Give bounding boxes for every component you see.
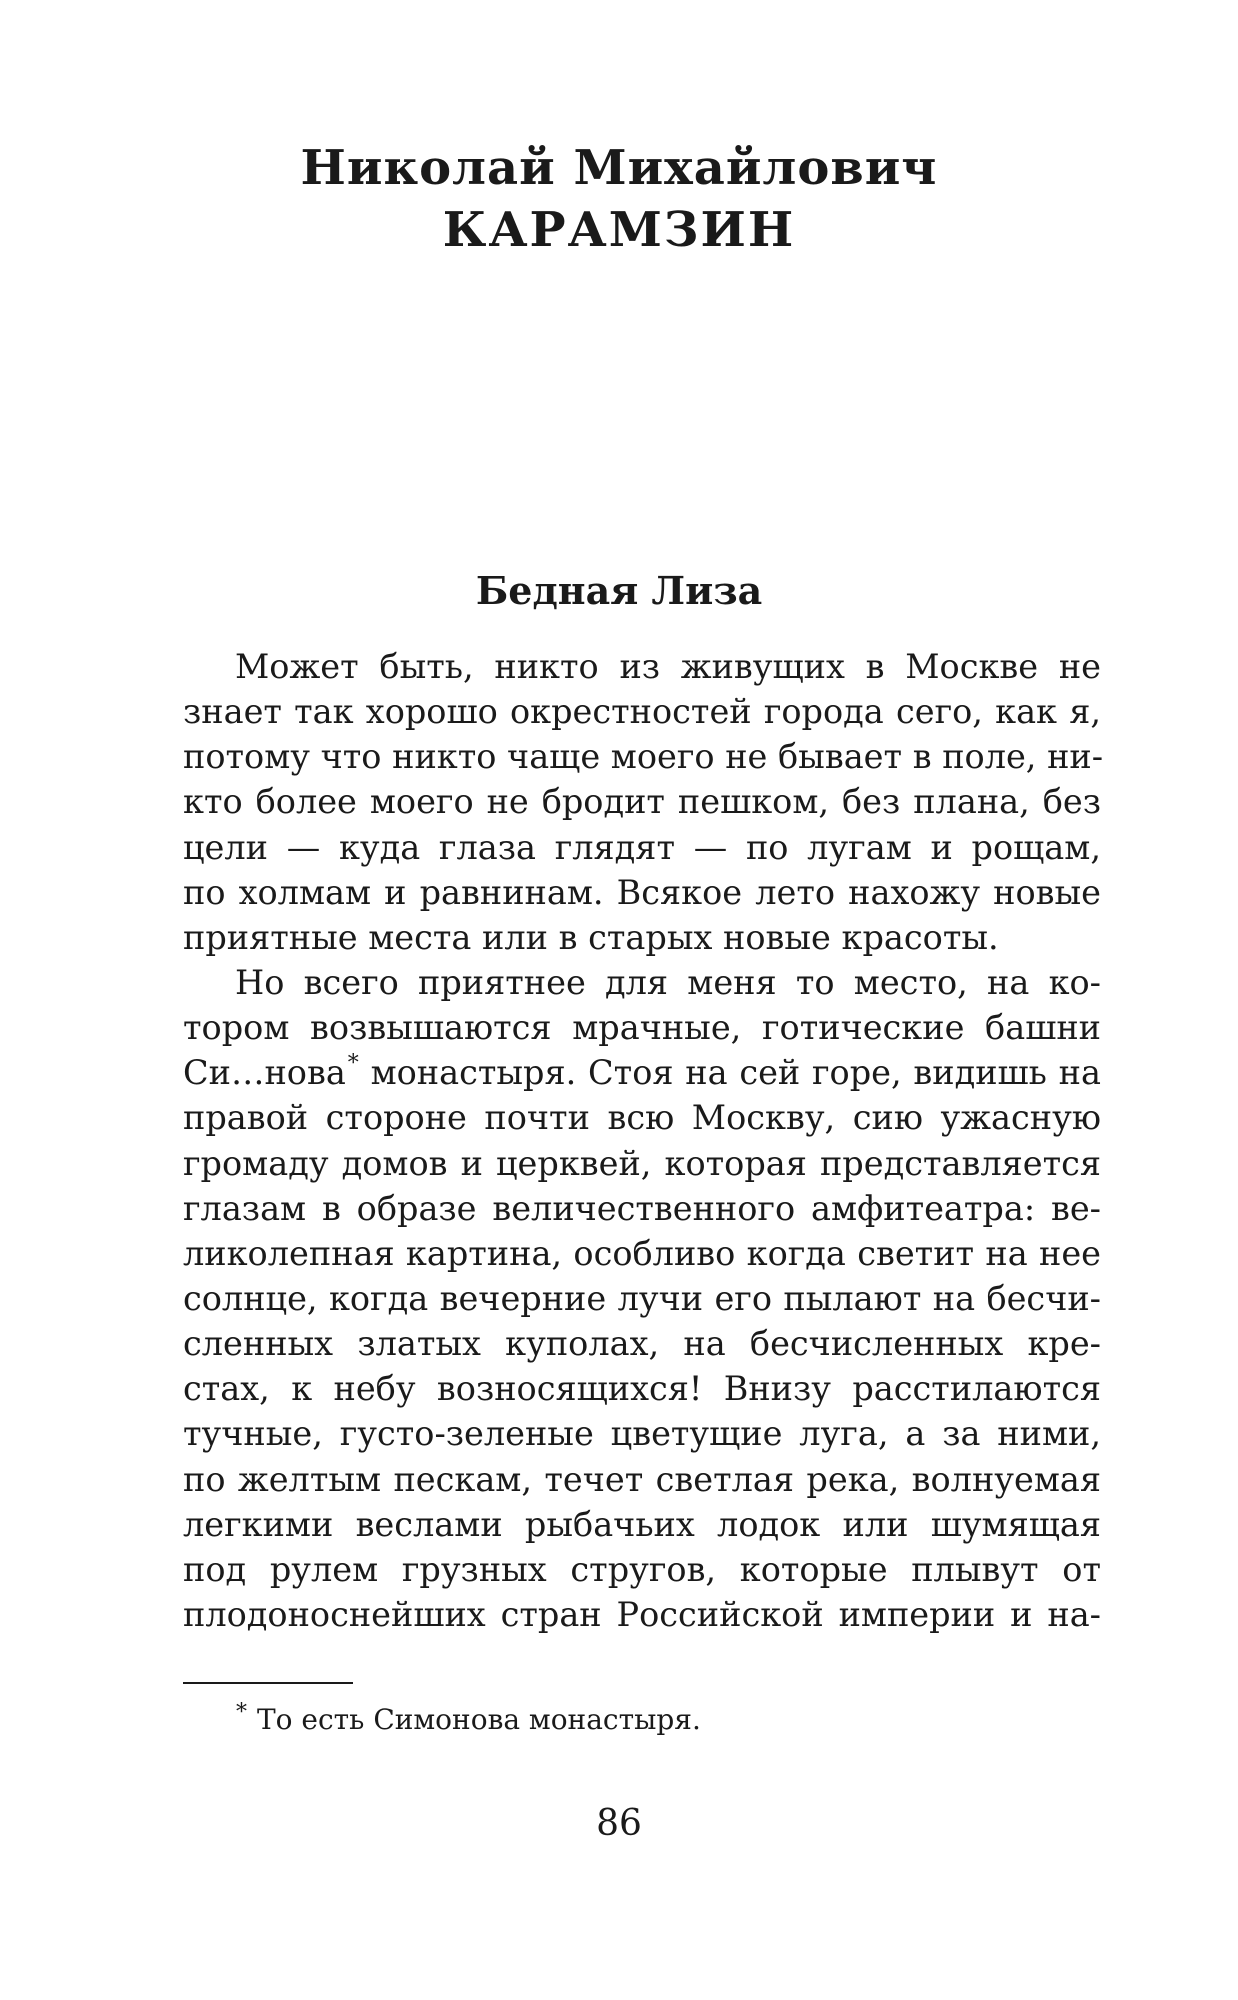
author-first-names: Николай Михайлович [300, 140, 938, 196]
footnote-marker: * [236, 1700, 247, 1725]
text-line: цели — куда глаза глядят — по лугам и рощам, [183, 827, 1101, 867]
text-line: тором возвышаются мрачные, готические башни [183, 1008, 1101, 1048]
footnote-divider [183, 1682, 353, 1684]
text-line: кто более моего не бродит пешком, без плана, без [183, 782, 1101, 822]
text-line: под рулем грузных стругов, которые плывут от [183, 1549, 1101, 1589]
story-text [183, 644, 1104, 1637]
text-line: тучные, густо-зеленые цветущие луга, а за ними, [183, 1414, 1101, 1454]
text-line: сленных златых куполах, на бесчисленных кре- [183, 1324, 1101, 1364]
text-line: глазам в образе величественного амфитеатра: ве- [183, 1188, 1101, 1228]
text-line: солнце, когда вечерние лучи его пылают на бесчи- [183, 1278, 1101, 1318]
text-line: приятные места или в старых новые красоты. [183, 917, 999, 957]
story-title: Бедная Лиза [475, 568, 763, 613]
text-fragment: монастыря. Стоя на сей горе, видишь на [370, 1053, 1101, 1093]
text-line: плодоноснейших стран Российской империи и на- [183, 1594, 1101, 1634]
text-line: Может быть, никто из живущих в Москве не [235, 647, 1101, 686]
text-line: правой стороне почти всю Москву, сию ужасную [183, 1098, 1101, 1138]
text-line: потому что никто чаще моего не бывает в поле, ни- [183, 737, 1104, 777]
text-line: громаду домов и церквей, которая представляется [183, 1143, 1101, 1183]
text-line: знает так хорошо окрестностей города сего, как я, [183, 692, 1101, 732]
page-number: 86 [596, 1803, 642, 1844]
text-line-with-footnote [183, 1050, 1101, 1095]
author-last-name: КАРАМЗИН [442, 202, 796, 258]
text-line: по желтым пескам, течет светлая река, волнуемая [183, 1459, 1101, 1499]
footnote-reference: * [347, 1051, 359, 1077]
text-line: стах, к небу возносящихся! Внизу расстилаются [183, 1369, 1101, 1409]
text-fragment: Си…нова [183, 1053, 346, 1093]
text-line: ликолепная картина, особливо когда светит на нее [183, 1233, 1101, 1273]
text-line: Но всего приятнее для меня то место, на ко- [235, 962, 1101, 1002]
text-line: по холмам и равнинам. Всякое лето нахожу новые [183, 872, 1101, 912]
text-line: легкими веслами рыбачьих лодок или шумящая [183, 1504, 1101, 1544]
footnote-text: То есть Симонова монастыря. [257, 1703, 701, 1736]
footnote [236, 1700, 701, 1743]
